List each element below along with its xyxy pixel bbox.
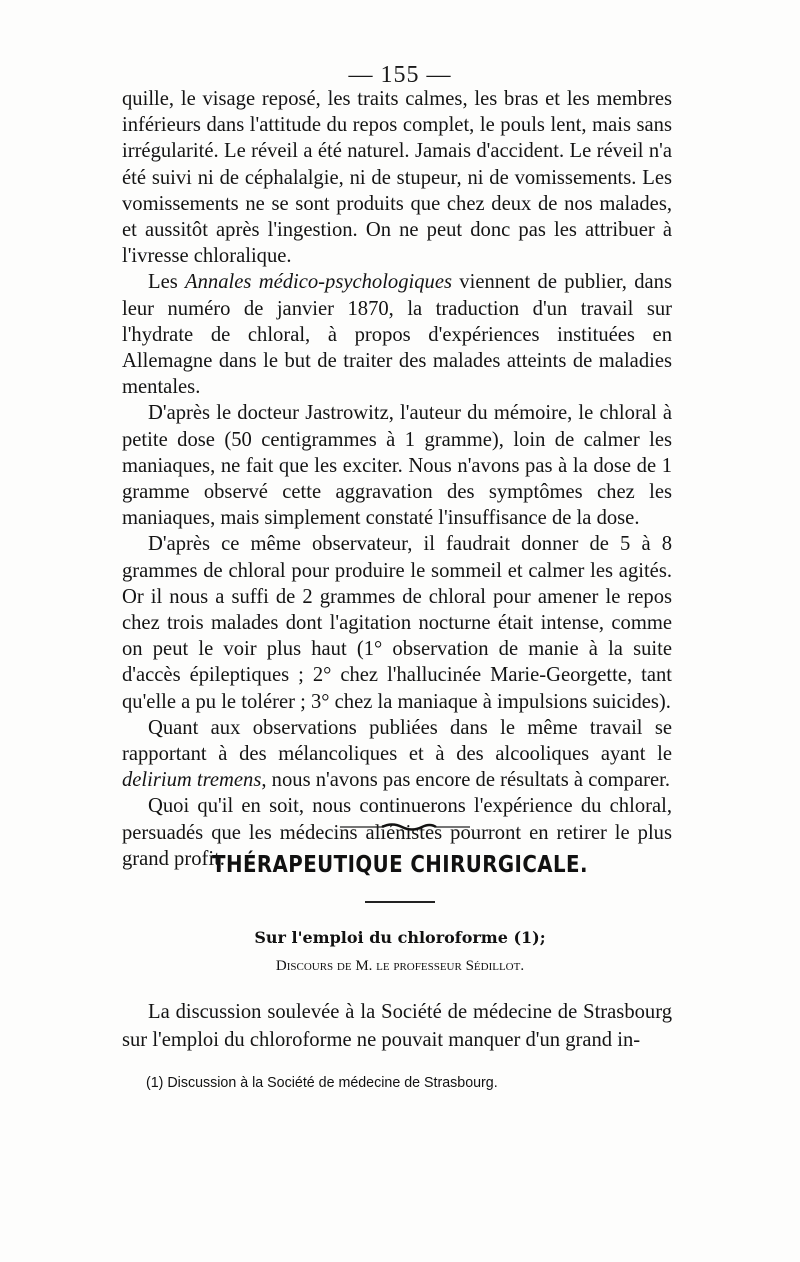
article-title: Sur l'emploi du chloroforme (1);: [254, 928, 546, 947]
journal-title: Annales médico-psychologiques: [185, 271, 452, 294]
delirium-term: delirium tremens: [122, 769, 262, 792]
article-text: [122, 998, 672, 1054]
paragraph-continuation: quille, le visage reposé, les traits calmes, les bras et les membres inférieurs dans l'attitude du repos complet, le pouls lent, mais sans irrégularité. Le réveil a été naturel. Jamais d'accident. Le réveil n'a été suivi ni de céphalalgie, ni de stupeur, ni de vomissements. Les vomissements ne se sont produits que chez deux de nos malades, et aussitôt après l'ingestion. On ne peut donc pas les attribuer à l'ivresse chloralique.: [122, 88, 672, 268]
article-byline: Discours de M. le professeur Sédillot.: [275, 958, 525, 974]
body-text: [122, 86, 672, 872]
footnote: (1) Discussion à la Société de médecine de Strasbourg.: [146, 1074, 498, 1091]
paragraph-annales: Les Annales médico-psychologiques viennent de publier, dans leur numéro de janvier 1870, la traduction d'un travail sur l'hydrate de chloral, à propos d'expériences instituées en Allemagne dans le but de traiter des malades atteints de maladies mentales.: [122, 271, 672, 399]
paragraph-dosage: D'après ce même observateur, il faudrait donner de 5 à 8 grammes de chloral pour produire le sommeil et calmer les agités. Or il nous a suffi de 2 grammes de chloral pour amener le repos chez trois malades dont l'agitation nocturne était intense, comme on peut le voir plus haut (1° observation de manie à la suite d'accès épileptiques ; 2° chez l'hallucinée Marie-Georgette, tant qu'elle a pu le tolérer ; 3° chez la maniaque à impulsions suicides).: [122, 533, 672, 713]
article-paragraph: La discussion soulevée à la Société de médecine de Strasbourg sur l'emploi du chloroforme ne pouvait manquer d'un grand in-: [122, 1001, 672, 1051]
ornamental-divider: [340, 822, 470, 832]
paragraph-jastrowitz: D'après le docteur Jastrowitz, l'auteur du mémoire, le chloral à petite dose (50 centigrammes à 1 gramme), loin de calmer les maniaques, ne fait que les exciter. Nous n'avons pas à la dose de 1 gramme observé cette aggravation des symptômes chez les maniaques, mais simplement constaté l'insuffisance de la dose.: [122, 402, 672, 530]
paragraph-observations: Quant aux observations publiées dans le même travail se rapportant à des mélancoliques et à des alcooliques ayant le delirium tremens, nous n'avons pas encore de résultats à comparer.: [122, 716, 672, 792]
section-title: THÉRAPEUTIQUE CHIRURGICALE.: [212, 852, 588, 878]
section-rule: [365, 901, 435, 903]
page-number: — 155 —: [348, 62, 452, 88]
paragraph-conclusion: Quoi qu'il en soit, nous continuerons l'expérience du chloral, persuadés que les médecins aliénistes pourront en retirer le plus grand profit.: [122, 795, 672, 870]
